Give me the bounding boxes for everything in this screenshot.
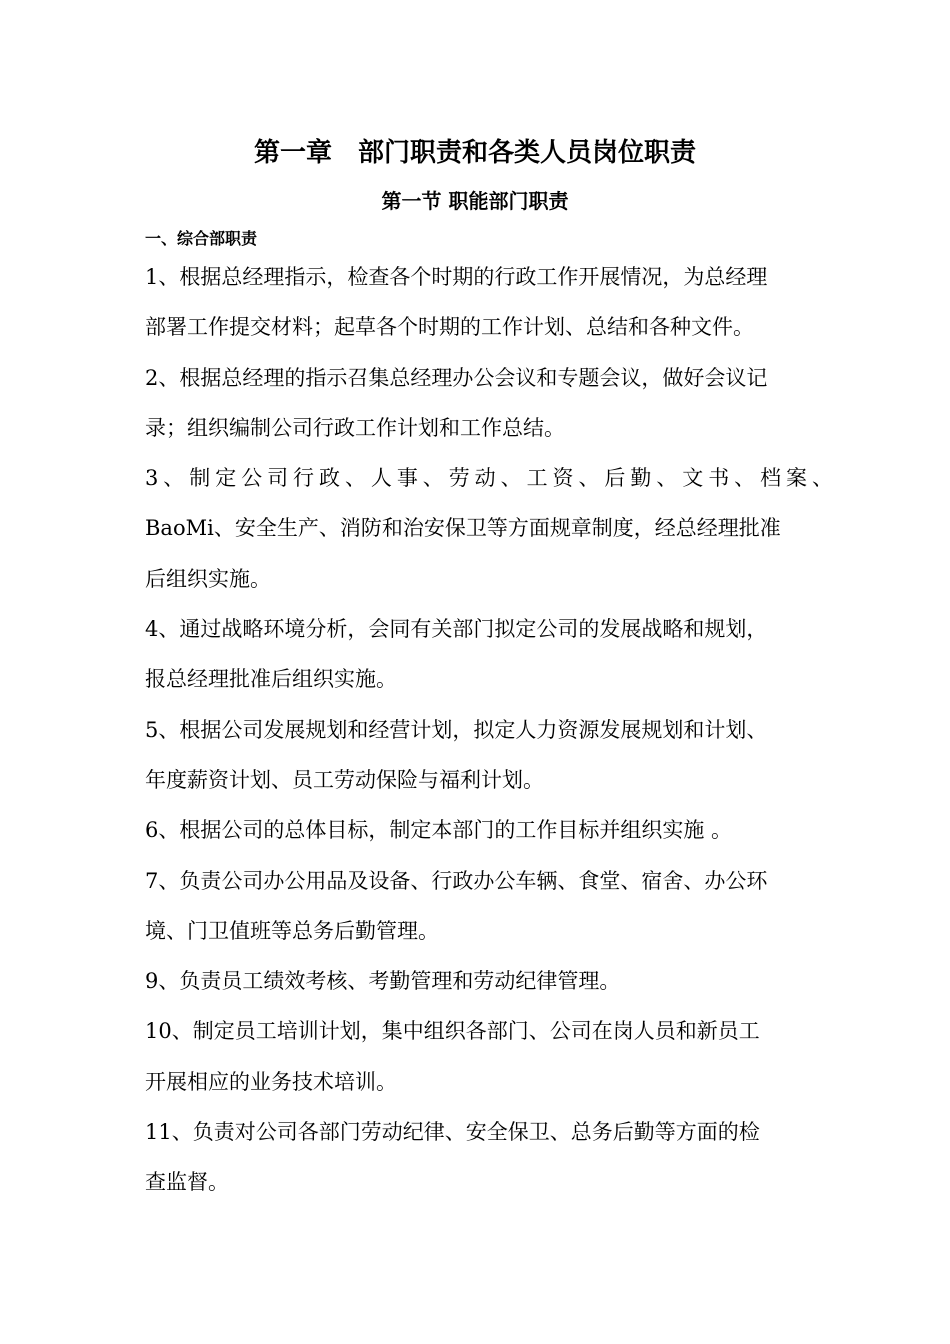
text-line: 9、负责员工绩效考核、考勤管理和劳动纪律管理。	[145, 969, 621, 994]
text-line: 年度薪资计划、员工劳动保险与福利计划。	[145, 767, 544, 792]
text-line: 部署工作提交材料；起草各个时期的工作计划、总结和各种文件。	[145, 315, 754, 340]
text-line: 1、根据总经理指示，检查各个时期的行政工作开展情况，为总经理	[145, 265, 768, 289]
text-line: 报总经理批准后组织实施。	[145, 667, 397, 692]
text-line: 录；组织编制公司行政工作计划和工作总结。	[145, 415, 565, 440]
text-line: 2、根据总经理的指示召集总经理办公会议和专题会议，做好会议记	[145, 365, 768, 390]
chapter-title: 第一章 部门职责和各类人员岗位职责	[253, 138, 696, 168]
text-line: 10、制定员工培训计划，集中组织各部门、公司在岗人员和新员工	[145, 1019, 760, 1044]
text-line: BaoMi、安全生产、消防和治安保卫等方面规章制度，经总经理批准	[145, 516, 781, 541]
text-line: 5、根据公司发展规划和经营计划，拟定人力资源发展规划和计划、	[145, 717, 768, 742]
section-title: 第一节 职能部门职责	[381, 189, 569, 213]
text-line: 查监督。	[145, 1170, 229, 1195]
sub-heading: 一、综合部职责	[145, 229, 258, 248]
text-line: 4、通过战略环境分析，会同有关部门拟定公司的发展战略和规划，	[145, 617, 768, 642]
text-line: 6、根据公司的总体目标，制定本部门的工作目标并组织实施 。	[145, 818, 733, 843]
text-line: 11、负责对公司各部门劳动纪律、安全保卫、总务后勤等方面的检	[145, 1120, 760, 1145]
duties-body	[145, 260, 835, 1216]
text-line: 境、门卫值班等总务后勤管理。	[145, 918, 439, 943]
text-line: 7、负责公司办公用品及设备、行政办公车辆、食堂、宿舍、办公环	[145, 868, 768, 893]
text-line: 3、制定公司行政、人事、劳动、工资、后勤、文书、档案、	[145, 466, 833, 491]
text-line: 开展相应的业务技术培训。	[145, 1069, 397, 1094]
text-line: 后组织实施。	[145, 566, 271, 591]
